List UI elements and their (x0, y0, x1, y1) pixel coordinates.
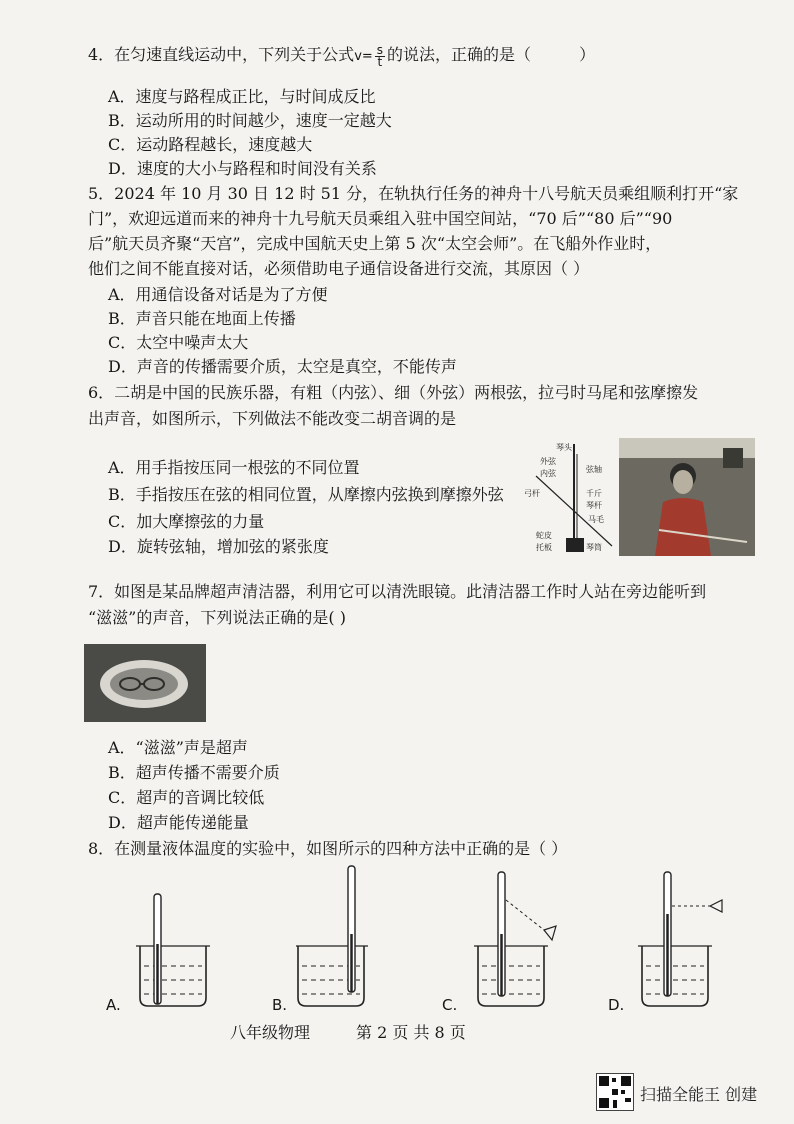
erhu-diagram (522, 438, 618, 558)
q4-option-d: D．速度的大小与路程和时间没有关系 (108, 159, 377, 178)
qr-code-pattern (597, 1074, 633, 1110)
q6-stem-line: 6．二胡是中国的民族乐器，有粗（内弦）、细（外弦）两根弦，拉弓时马尾和弦摩擦发 (88, 383, 699, 402)
q6-option-a: A．用手指按压同一根弦的不同位置 (108, 458, 360, 477)
q8-figure-d (630, 864, 740, 1014)
erhu-photo (619, 438, 755, 556)
q8-label-a: A. (106, 996, 121, 1014)
q8-label-c: C. (442, 996, 458, 1014)
q4-formula-den: t (377, 55, 383, 69)
q8-label-b: B. (272, 996, 288, 1014)
diagram-label-pole: 琴杆 (586, 501, 602, 510)
q8-stem: 8．在测量液体温度的实验中，如图所示的四种方法中正确的是（ ） (88, 839, 568, 858)
q5-option-a: A．用通信设备对话是为了方便 (108, 285, 328, 304)
q6-option-b: B．手指按压在弦的相同位置，从摩擦内弦换到摩擦外弦 (108, 485, 504, 504)
ultrasonic-cleaner-illustration (84, 644, 206, 722)
q5-stem-line: 5．2024 年 10 月 30 日 12 时 51 分，在轨执行任务的神舟十八号航天员乘组顺利打开“家 (88, 184, 739, 203)
diagram-label-base: 托板 (536, 543, 552, 552)
diagram-label-qianjin: 千斤 (586, 489, 602, 498)
q4-option-a: A．速度与路程成正比，与时间成反比 (108, 87, 376, 106)
diagram-label-bow-stick: 弓杆 (524, 489, 540, 498)
erhu-resonator (566, 538, 584, 552)
q6-option-d: D．旋转弦轴，增加弦的紧张度 (108, 537, 329, 556)
q4-close-paren: ） (579, 45, 596, 64)
diagram-label-body: 琴筒 (586, 543, 602, 552)
q7-stem-line: 7．如图是某品牌超声清洁器，利用它可以清洗眼镜。此清洁器工作时人站在旁边能听到 (88, 582, 707, 601)
q4-stem-text: 4．在匀速直线运动中，下列关于公式 (88, 45, 355, 64)
q4-formula-fraction (375, 45, 385, 68)
q8-figure-a (128, 864, 228, 1014)
q7-option-d: D．超声能传递能量 (108, 813, 249, 832)
q5-option-b: B．声音只能在地面上传播 (108, 309, 296, 328)
diagram-label-head: 琴头 (556, 443, 572, 452)
diagram-label-outer-string: 外弦 (540, 457, 556, 466)
q7-option-b: B．超声传播不需要介质 (108, 763, 280, 782)
q4-formula (354, 43, 387, 69)
q5-stem-line: 后”航天员齐聚“天宫”，完成中国航天史上第 5 次“太空会师”。在飞船外作业时， (88, 234, 662, 253)
q6-option-c: C．加大摩擦弦的力量 (108, 512, 265, 531)
q7-stem-line: “滋滋”的声音，下列说法正确的是( ) (88, 608, 346, 627)
q4-formula-num: s (376, 43, 384, 57)
q7-option-a: A．“滋滋”声是超声 (108, 738, 248, 757)
q4-formula-lhs: v= (354, 49, 373, 64)
q6-stem-line: 出声音，如图所示，下列做法不能改变二胡音调的是 (88, 409, 457, 428)
q5-option-c: C．太空中噪声太大 (108, 333, 249, 352)
qr-code-icon (596, 1073, 634, 1111)
q8-figure-c (466, 864, 576, 1014)
q4-option-c: C．运动路程越长，速度越大 (108, 135, 313, 154)
erhu-photo-illustration (619, 438, 755, 556)
q8-figure-b (296, 864, 396, 1014)
q5-stem-line: 门”，欢迎远道而来的神舟十九号航天员乘组入驻中国空间站，“70 后”“80 后”“90 (88, 209, 673, 228)
footer-page-number: 第 2 页 共 8 页 (356, 1023, 466, 1042)
diagram-label-peg: 弦轴 (586, 465, 602, 474)
q5-option-d: D．声音的传播需要介质，太空是真空，不能传声 (108, 357, 457, 376)
q4-stem-after: 的说法，正确的是（ (387, 45, 532, 64)
q5-stem-line: 他们之间不能直接对话，必须借助电子通信设备进行交流，其原因（ ） (88, 259, 590, 278)
diagram-label-snakeskin: 蛇皮 (536, 531, 552, 540)
scanner-brand: 扫描全能王 创建 (640, 1085, 758, 1104)
diagram-label-inner-string: 内弦 (540, 469, 556, 478)
footer-subject: 八年级物理 (230, 1023, 311, 1042)
q7-option-c: C．超声的音调比较低 (108, 788, 265, 807)
ultrasonic-cleaner-photo (84, 644, 206, 722)
q8-label-d: D. (608, 996, 625, 1014)
diagram-label-horsehair: 马毛 (588, 515, 604, 524)
q4-stem (88, 44, 595, 68)
q4-option-b: B．运动所用的时间越少，速度一定越大 (108, 111, 392, 130)
